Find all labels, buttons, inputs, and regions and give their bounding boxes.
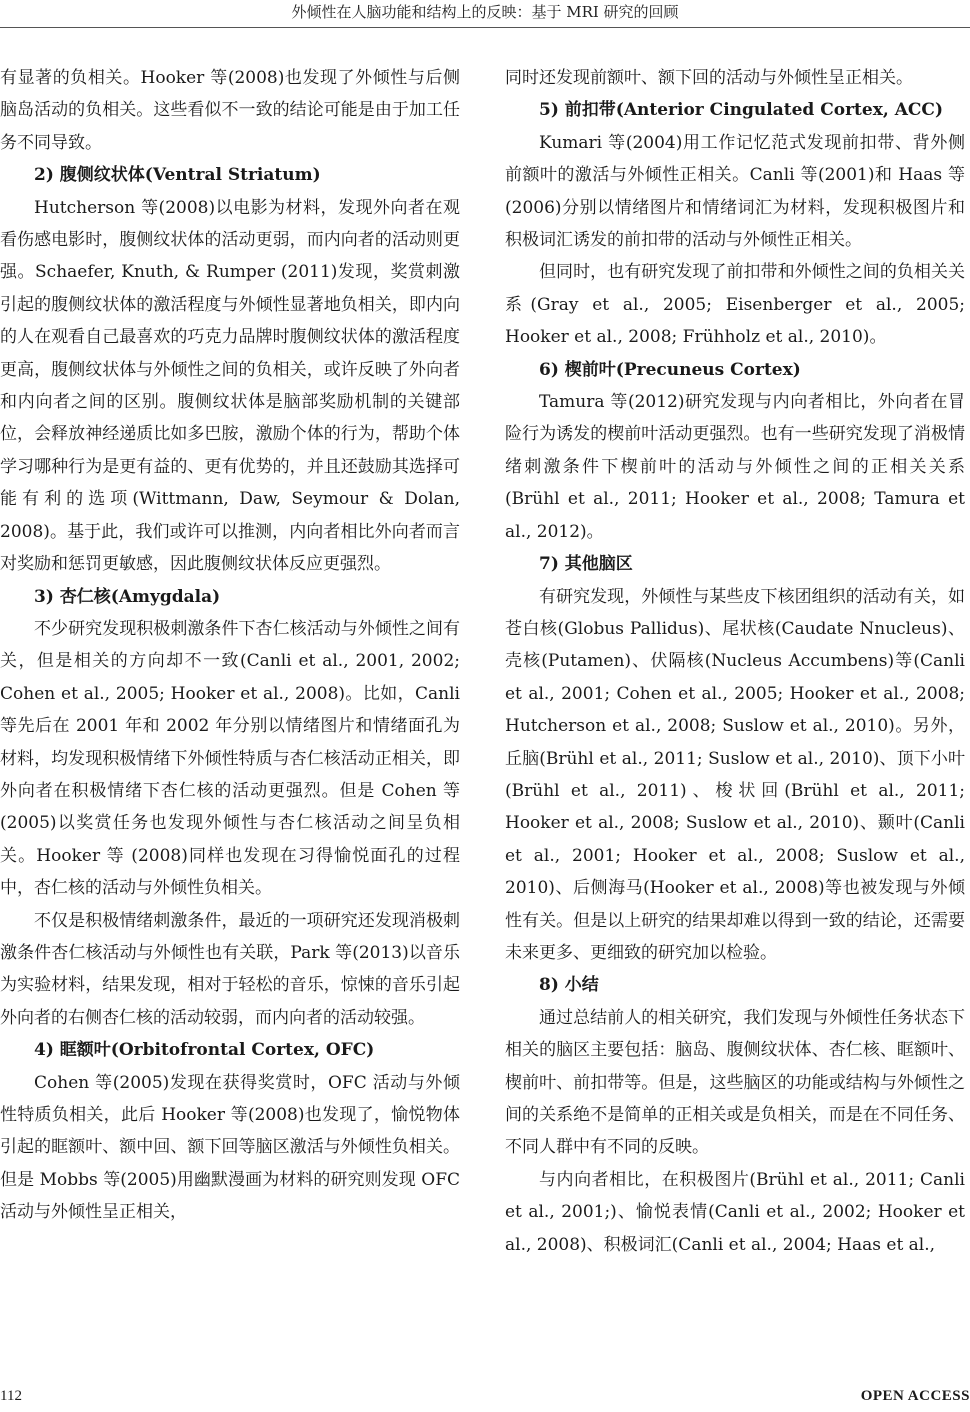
body-paragraph: 有显著的负相关。Hooker 等(2008)也发现了外倾性与后侧脑岛活动的负相关。这些看似不一致的结论可能是由于加工任务不同导致。	[0, 68, 460, 153]
body-paragraph: Kumari 等(2004)用工作记忆范式发现前扣带、背外侧前额叶的激活与外倾性正相关。Canli 等(2001)和 Haas 等(2006)分别以情绪图片和情绪词汇为材料，发现积极图片和积极词汇诱发的前扣带的活动与外倾性正相关。	[505, 132, 965, 251]
left-column	[0, 62, 460, 1229]
body-paragraph: Hutcherson 等(2008)以电影为材料，发现外向者在观看伤感电影时，腹侧纹状体的活动更弱，而内向者的活动则更强。Schaefer, Knuth, & Rumper (2011)发现，奖赏刺激引起的腹侧纹状体的激活程度与外倾性显著地负相关，即内向的人在观看自己最喜欢的巧克力品牌时腹侧纹状体的激活程度更高，腹侧纹状体与外倾性之间的负相关，或许反映了外向者和内向者之间的区别。腹侧纹状体是脑部奖励机制的关键部位，会释放神经递质比如多巴胺，激励个体的行为，帮助个体学习哪种行为是更有益的、更有优势的，并且还鼓励其选择可能有利的选项(Wittmann, Daw, Seymour & Dolan, 2008)。基于此，我们或许可以推测，内向者相比外向者而言对奖励和惩罚更敏感，因此腹侧纹状体反应更强烈。	[0, 197, 460, 575]
right-column	[505, 62, 965, 1261]
header-rule	[0, 27, 970, 28]
body-paragraph: Cohen 等(2005)发现在获得奖赏时，OFC 活动与外倾性特质负相关，此后 Hooker 等(2008)也发现了，愉悦物体引起的眶额叶、额中回、额下回等脑区激活与外倾性负相关。但是 Mobbs 等(2005)用幽默漫画为材料的研究则发现 OFC 活动与外倾性呈正相关，	[0, 1072, 460, 1223]
running-title: 外倾性在人脑功能和结构上的反映：基于 MRI 研究的回顾	[291, 3, 679, 21]
section-heading: 4) 眶额叶(Orbitofrontal Cortex, OFC)	[34, 1040, 375, 1061]
body-paragraph: 有研究发现，外倾性与某些皮下核团组织的活动有关，如苍白核(Globus Pallidus)、尾状核(Caudate Nnucleus)、壳核(Putamen)、伏隔核(Nucleus Accumbens)等(Canli et al., 2001; Cohen et al., 2005; Hooker et al., 2008; Hutcherson et al., 2008; Suslow et al., 2010)。另外，丘脑(Brühl et al., 2011; Suslow et al., 2010)、顶下小叶(Brühl et al., 2011)、梭状回(Brühl et al., 2011; Hooker et al., 2008; Suslow et al., 2010)、颞叶(Canli et al., 2001; Hooker et al., 2008; Suslow et al., 2010)、后侧海马(Hooker et al., 2008)等也被发现与外倾性有关。但是以上研究的结果却难以得到一致的结论，还需要未来更多、更细致的研究加以检验。	[505, 586, 965, 963]
body-paragraph: Tamura 等(2012)研究发现与内向者相比，外向者在冒险行为诱发的楔前叶活动更强烈。也有一些研究发现了消极情绪刺激条件下楔前叶的活动与外倾性之间的正相关关系(Brühl et al., 2011; Hooker et al., 2008; Tamura et al., 2012)。	[505, 392, 965, 542]
body-paragraph: 不仅是积极情绪刺激条件，最近的一项研究还发现消极刺激条件杏仁核活动与外倾性也有关联，Park 等(2013)以音乐为实验材料，结果发现，相对于轻松的音乐，惊悚的音乐引起外向者的右侧杏仁核的活动较弱，而内向者的活动较强。	[0, 910, 460, 1028]
section-heading: 7) 其他脑区	[539, 554, 633, 575]
section-heading: 3) 杏仁核(Amygdala)	[34, 586, 221, 607]
body-paragraph: 与内向者相比，在积极图片(Brühl et al., 2011; Canli et al., 2001;)、愉悦表情(Canli et al., 2002; Hooker et al., 2008)、积极词汇(Canli et al., 2004; Haas et al.,	[505, 1169, 965, 1255]
body-paragraph: 通过总结前人的相关研究，我们发现与外倾性任务状态下相关的脑区主要包括：脑岛、腹侧纹状体、杏仁核、眶额叶、楔前叶、前扣带等。但是，这些脑区的功能或结构与外倾性之间的关系绝不是简单的正相关或是负相关，而是在不同任务、不同人群中有不同的反映。	[505, 1007, 965, 1158]
page-footer	[0, 1388, 970, 1410]
section-heading: 2) 腹侧纹状体(Ventral Striatum)	[34, 165, 321, 186]
open-access-label: OPEN ACCESS	[860, 1388, 970, 1404]
section-heading: 6) 楔前叶(Precuneus Cortex)	[539, 359, 801, 380]
body-paragraph: 同时还发现前额叶、额下回的活动与外倾性呈正相关。	[505, 68, 913, 88]
section-heading: 5) 前扣带(Anterior Cingulated Cortex, ACC)	[539, 100, 943, 121]
body-paragraph: 不少研究发现积极刺激条件下杏仁核活动与外倾性之间有关，但是相关的方向却不一致(Canli et al., 2001, 2002; Cohen et al., 2005; Hooker et al., 2008)。比如，Canli 等先后在 2001 年和 2002 年分别以情绪图片和情绪面孔为材料，均发现积极情绪下外倾性特质与杏仁核活动正相关，即外向者在积极情绪下杏仁核的活动更强烈。但是 Cohen 等(2005)以奖赏任务也发现外倾性与杏仁核活动之间呈负相关。Hooker 等 (2008)同样也发现在习得愉悦面孔的过程中，杏仁核的活动与外倾性负相关。	[0, 618, 460, 899]
section-heading: 8) 小结	[539, 975, 599, 996]
page-number: 112	[0, 1388, 22, 1404]
body-paragraph: 但同时，也有研究发现了前扣带和外倾性之间的负相关关系(Gray et al., 2005; Eisenberger et al., 2005; Hooker et al., 2008; Frühholz et al., 2010)。	[505, 262, 965, 348]
running-header	[0, 0, 970, 30]
